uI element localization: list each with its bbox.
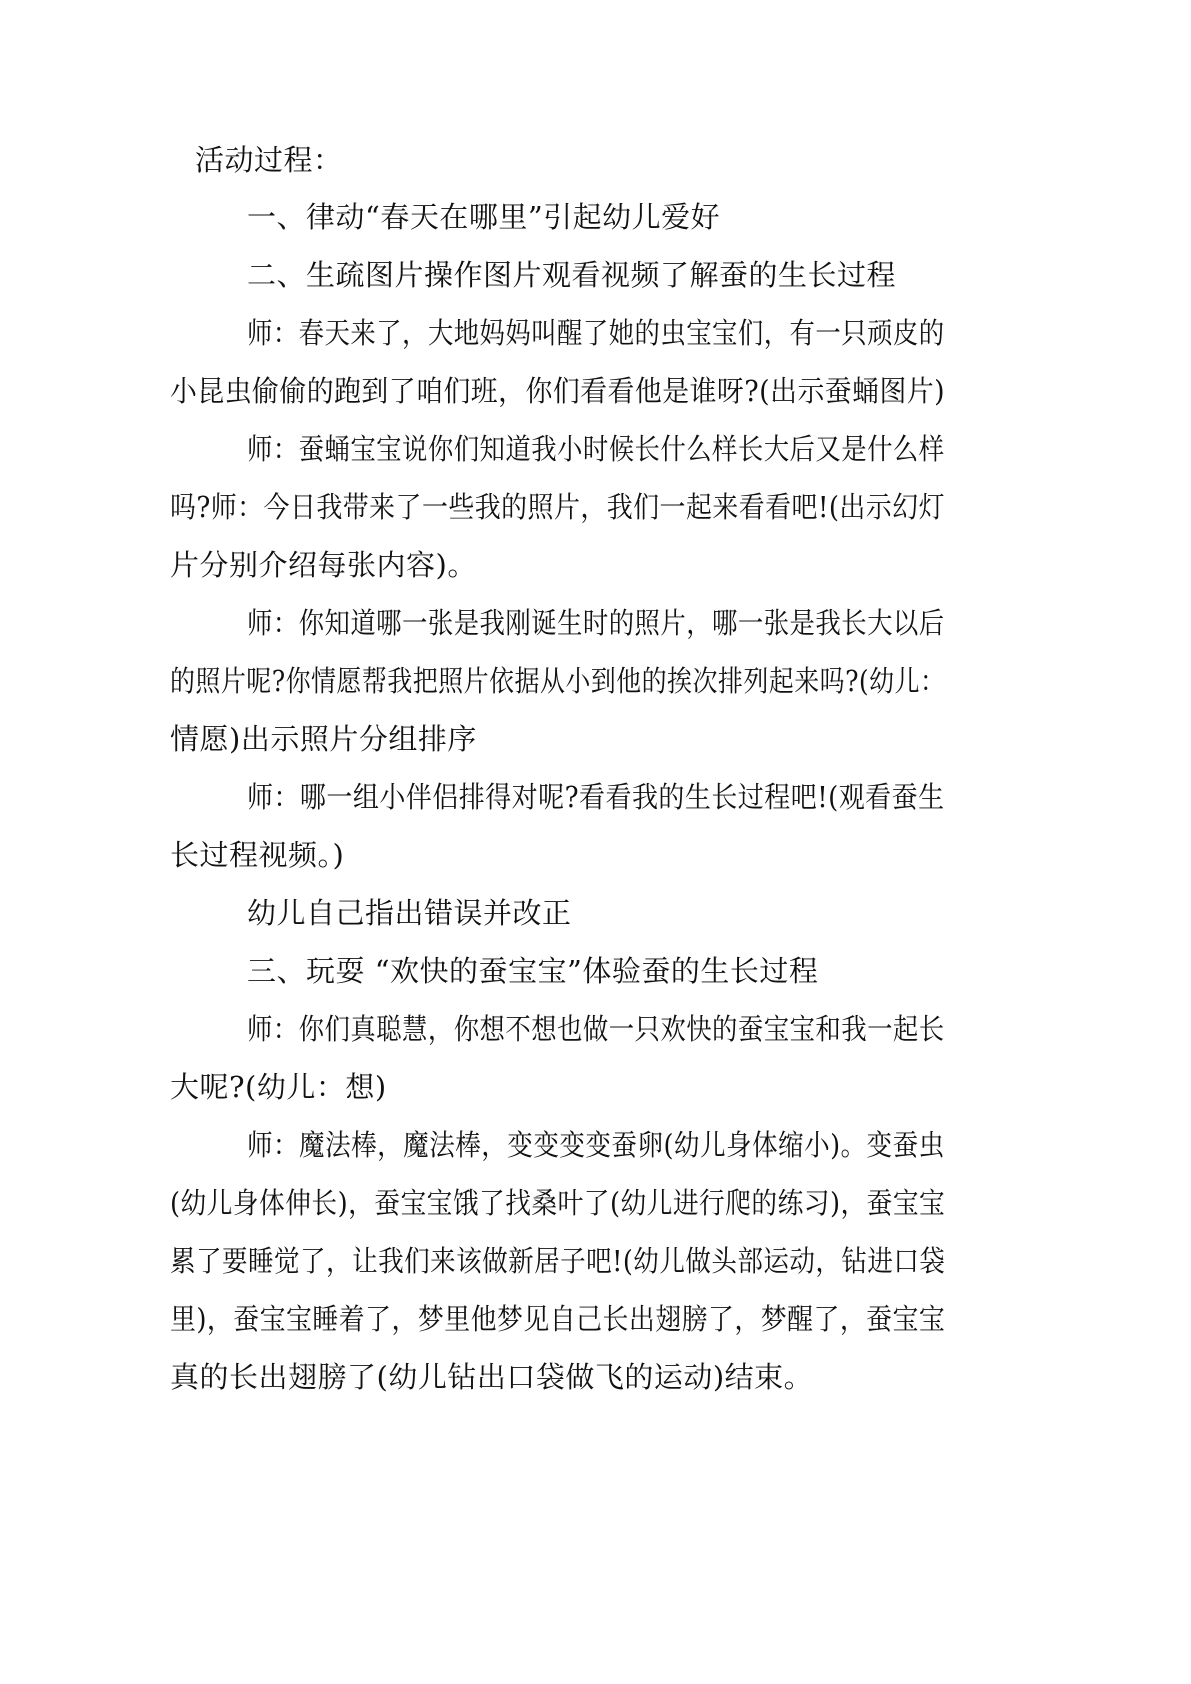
paragraph-line: 师：春天来了，大地妈妈叫醒了她的虫宝宝们，有一只顽皮的 [247,316,945,350]
paragraph-line: 真的长出翅膀了(幼儿钻出口袋做飞的运动)结束。 [170,1360,814,1394]
paragraph-line: (幼儿身体伸长)，蚕宝宝饿了找桑叶了(幼儿进行爬的练习)，蚕宝宝 [170,1186,946,1220]
paragraph-line: 师：蚕蛹宝宝说你们知道我小时候长什么样长大后又是什么样 [247,432,945,466]
paragraph-line: 长过程视频。) [170,838,345,872]
paragraph-line: 幼儿自己指出错误并改正 [247,896,572,930]
paragraph-line: 师：你们真聪慧，你想不想也做一只欢快的蚕宝宝和我一起长 [247,1012,945,1046]
paragraph-line: 吗?师：今日我带来了一些我的照片，我们一起来看看吧!(出示幻灯 [170,490,946,524]
paragraph-line: 师：哪一组小伴侣排得对呢?看看我的生长过程吧!(观看蚕生 [247,780,945,814]
paragraph-line: 小昆虫偷偷的跑到了咱们班，你们看看他是谁呀?(出示蚕蛹图片) [170,374,946,408]
paragraph-line: 师：你知道哪一张是我刚诞生时的照片，哪一张是我长大以后 [247,606,945,640]
paragraph-line: 里)，蚕宝宝睡着了，梦里他梦见自己长出翅膀了，梦醒了，蚕宝宝 [170,1302,946,1336]
paragraph-line: 大呢?(幼儿：想) [170,1070,387,1104]
paragraph-line: 情愿)出示照片分组排序 [170,722,477,756]
paragraph-line: 二、生疏图片操作图片观看视频了解蚕的生长过程 [247,258,897,292]
paragraph-line: 师：魔法棒，魔法棒，变变变变蚕卵(幼儿身体缩小)。变蚕虫 [247,1128,945,1162]
paragraph-line: 一、律动“春天在哪里”引起幼儿爱好 [247,200,721,234]
paragraph-line: 三、玩耍 “欢快的蚕宝宝”体验蚕的生长过程 [247,954,819,988]
paragraph-line: 累了要睡觉了，让我们来该做新居子吧!(幼儿做头部运动，钻进口袋 [170,1244,946,1278]
section-title: 活动过程： [195,143,343,177]
paragraph-line: 的照片呢?你情愿帮我把照片依据从小到他的挨次排列起来吗?(幼儿： [170,664,946,698]
paragraph-line: 片分别介绍每张内容)。 [170,548,477,582]
